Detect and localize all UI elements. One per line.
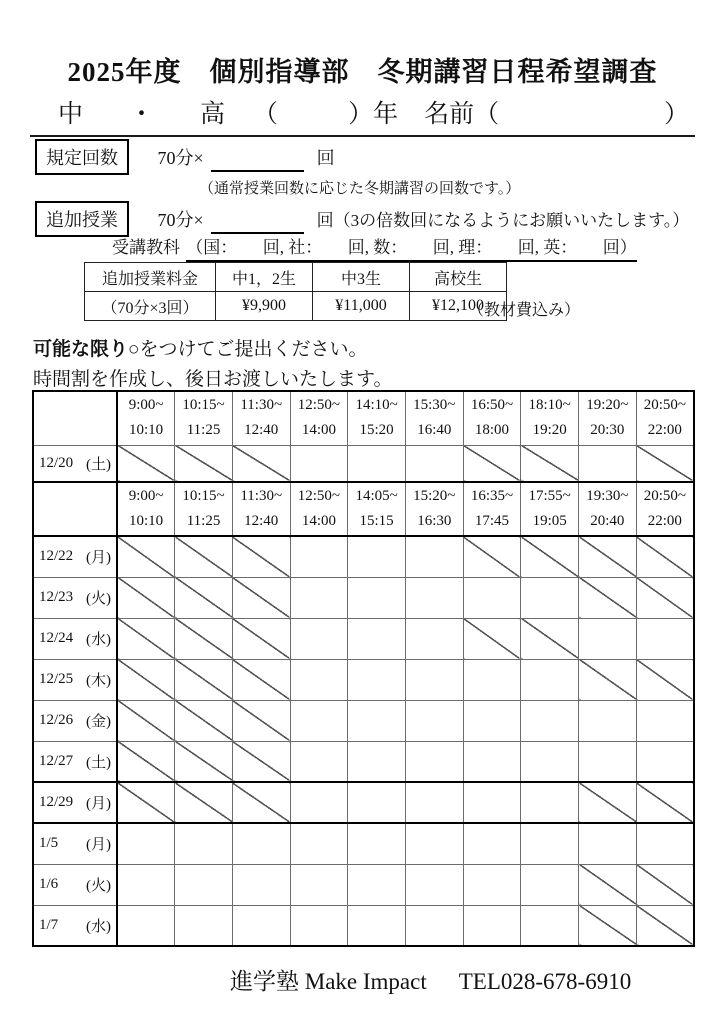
slot-cell-open[interactable] xyxy=(521,741,579,782)
slot-cell-open[interactable] xyxy=(232,864,290,905)
slot-cell-unavailable xyxy=(175,445,233,482)
slot-cell-open[interactable] xyxy=(463,782,521,823)
time-slot-header: 19:30~ 20:40 xyxy=(579,482,637,536)
slot-cell-open[interactable] xyxy=(521,905,579,946)
slot-cell-open[interactable] xyxy=(290,823,348,864)
slot-cell-open[interactable] xyxy=(521,782,579,823)
slot-cell-unavailable xyxy=(579,536,637,577)
slot-cell-open[interactable] xyxy=(405,577,463,618)
slot-cell-open[interactable] xyxy=(636,618,694,659)
slot-cell-open[interactable] xyxy=(348,700,406,741)
time-slot-header: 10:15~ 11:25 xyxy=(175,482,233,536)
slot-cell-open[interactable] xyxy=(405,536,463,577)
time-slot-header: 16:50~ 18:00 xyxy=(463,391,521,445)
time-slot-header: 10:15~ 11:25 xyxy=(175,391,233,445)
slot-cell-unavailable xyxy=(636,536,694,577)
slot-cell-unavailable xyxy=(636,864,694,905)
time-slot-header: 20:50~ 22:00 xyxy=(636,391,694,445)
time-slot-header: 11:30~ 12:40 xyxy=(232,391,290,445)
slot-cell-open[interactable] xyxy=(463,741,521,782)
slot-cell-unavailable xyxy=(636,445,694,482)
slot-cell-open[interactable] xyxy=(290,536,348,577)
slot-cell-open[interactable] xyxy=(521,864,579,905)
phone-number: TEL028-678-6910 xyxy=(458,969,632,994)
time-slot-header: 14:05~ 15:15 xyxy=(348,482,406,536)
slot-cell-unavailable xyxy=(636,577,694,618)
level-middle-label: 中 xyxy=(58,101,84,128)
slot-cell-unavailable xyxy=(579,659,637,700)
schedule-date-row xyxy=(33,577,694,618)
slot-cell-unavailable xyxy=(232,659,290,700)
slot-cell-open[interactable] xyxy=(405,782,463,823)
schedule-date-row xyxy=(33,905,694,946)
time-slot-header: 20:50~ 22:00 xyxy=(636,482,694,536)
slot-cell-unavailable xyxy=(636,782,694,823)
slot-cell-unavailable xyxy=(175,782,233,823)
slot-cell-open[interactable] xyxy=(521,577,579,618)
fee-header-cell: 追加授業料金 xyxy=(85,263,216,292)
slot-cell-open[interactable] xyxy=(579,741,637,782)
slot-cell-open[interactable] xyxy=(348,823,406,864)
slot-cell-open[interactable] xyxy=(405,905,463,946)
slot-cell-open[interactable] xyxy=(348,741,406,782)
required-count-row xyxy=(35,139,335,175)
time-slot-header: 15:30~ 16:40 xyxy=(405,391,463,445)
date-label: 12/23 (火) xyxy=(33,577,117,618)
slot-cell-unavailable xyxy=(463,445,521,482)
slot-cell-open[interactable] xyxy=(521,700,579,741)
slot-cell-open[interactable] xyxy=(579,445,637,482)
time-slot-header: 9:00~ 10:10 xyxy=(117,391,175,445)
slot-cell-unavailable xyxy=(579,782,637,823)
school-name: 進学塾 Make Impact xyxy=(230,969,427,994)
schedule-date-row xyxy=(33,864,694,905)
corner-cell xyxy=(33,391,117,445)
date-label: 1/5 (月) xyxy=(33,823,117,864)
slot-cell-open[interactable] xyxy=(405,741,463,782)
fee-basis-cell: （70分×3回） xyxy=(85,292,216,321)
date-label: 12/29 (月) xyxy=(33,782,117,823)
slot-cell-open[interactable] xyxy=(521,659,579,700)
slot-cell-open[interactable] xyxy=(232,905,290,946)
instruction-bold-part: 可能な限り xyxy=(33,339,129,360)
slot-cell-unavailable xyxy=(117,741,175,782)
slot-cell-open[interactable] xyxy=(463,823,521,864)
slot-cell-unavailable xyxy=(521,536,579,577)
fee-table xyxy=(84,262,507,321)
slot-cell-open[interactable] xyxy=(463,700,521,741)
time-slot-header: 11:30~ 12:40 xyxy=(232,482,290,536)
slot-cell-open[interactable] xyxy=(348,536,406,577)
corner-cell xyxy=(33,482,117,536)
time-header-row xyxy=(33,391,694,445)
time-slot-header: 12:50~ 14:00 xyxy=(290,391,348,445)
additional-class-label: 追加授業 xyxy=(35,201,129,237)
slot-cell-unavailable xyxy=(579,864,637,905)
slot-cell-open[interactable] xyxy=(579,823,637,864)
time-slot-header: 17:55~ 19:05 xyxy=(521,482,579,536)
slot-cell-open[interactable] xyxy=(290,577,348,618)
required-count-unit: 回 xyxy=(316,148,335,168)
slot-cell-open[interactable] xyxy=(348,445,406,482)
slot-cell-open[interactable] xyxy=(348,659,406,700)
slot-cell-open[interactable] xyxy=(463,864,521,905)
schedule-table xyxy=(32,390,695,947)
slot-cell-open[interactable] xyxy=(175,905,233,946)
time-slot-header: 19:20~ 20:30 xyxy=(579,391,637,445)
fee-value-row xyxy=(85,292,507,321)
slot-cell-open[interactable] xyxy=(290,659,348,700)
slot-cell-open[interactable] xyxy=(636,823,694,864)
date-label: 1/7 (水) xyxy=(33,905,117,946)
slot-cell-unavailable xyxy=(579,905,637,946)
year-paren-close: ）年 xyxy=(348,101,399,128)
slot-cell-open[interactable] xyxy=(463,577,521,618)
date-label: 12/22 (月) xyxy=(33,536,117,577)
required-duration-text: 70分× xyxy=(157,148,204,168)
slot-cell-open[interactable] xyxy=(117,864,175,905)
slot-cell-unavailable xyxy=(175,700,233,741)
required-count-label: 規定回数 xyxy=(35,139,129,175)
slot-cell-unavailable xyxy=(463,536,521,577)
fee-value-cell: ¥9,900 xyxy=(216,292,313,321)
slot-cell-unavailable xyxy=(232,618,290,659)
slot-cell-open[interactable] xyxy=(463,905,521,946)
instruction-rest-part: ○をつけてご提出ください。 xyxy=(128,339,368,360)
required-count-blank-field[interactable] xyxy=(211,152,304,172)
slot-cell-unavailable xyxy=(117,700,175,741)
year-paren-open: （ xyxy=(253,101,279,128)
slot-cell-open[interactable] xyxy=(348,905,406,946)
slot-cell-unavailable xyxy=(175,536,233,577)
time-slot-header: 14:10~ 15:20 xyxy=(348,391,406,445)
slot-cell-open[interactable] xyxy=(348,782,406,823)
slot-cell-open[interactable] xyxy=(117,905,175,946)
date-label: 12/20 (土) xyxy=(33,445,117,482)
slot-cell-unavailable xyxy=(232,782,290,823)
slot-cell-open[interactable] xyxy=(636,741,694,782)
level-separator-dot: ・ xyxy=(129,101,155,128)
slot-cell-open[interactable] xyxy=(405,823,463,864)
slot-cell-unavailable xyxy=(175,659,233,700)
slot-cell-unavailable xyxy=(117,577,175,618)
slot-cell-open[interactable] xyxy=(290,864,348,905)
slot-cell-unavailable xyxy=(463,618,521,659)
fee-value-cell: ¥11,000 xyxy=(313,292,410,321)
slot-cell-open[interactable] xyxy=(348,577,406,618)
slot-cell-open[interactable] xyxy=(405,700,463,741)
slot-cell-unavailable xyxy=(175,577,233,618)
slot-cell-unavailable xyxy=(636,659,694,700)
slot-cell-unavailable xyxy=(117,659,175,700)
date-label: 12/25 (木) xyxy=(33,659,117,700)
time-header-row xyxy=(33,482,694,536)
slot-cell-open[interactable] xyxy=(521,823,579,864)
fee-value-cell: ¥12,100 xyxy=(410,292,507,321)
slot-cell-open[interactable] xyxy=(405,659,463,700)
subjects-label: 受講教科 xyxy=(112,238,180,257)
slot-cell-open[interactable] xyxy=(579,618,637,659)
slot-cell-open[interactable] xyxy=(348,864,406,905)
subjects-line xyxy=(112,233,637,258)
slot-cell-open[interactable] xyxy=(290,741,348,782)
additional-duration-text: 70分× xyxy=(157,210,204,230)
slot-cell-open[interactable] xyxy=(290,905,348,946)
slot-cell-open[interactable] xyxy=(175,864,233,905)
slot-cell-unavailable xyxy=(232,700,290,741)
schedule-date-row xyxy=(33,782,694,823)
slot-cell-open[interactable] xyxy=(290,618,348,659)
footer xyxy=(230,963,631,996)
additional-count-blank-field[interactable] xyxy=(211,214,304,234)
fee-header-row xyxy=(85,263,507,292)
slot-cell-unavailable xyxy=(521,618,579,659)
slot-cell-open[interactable] xyxy=(636,700,694,741)
slot-cell-open[interactable] xyxy=(405,864,463,905)
slot-cell-unavailable xyxy=(232,741,290,782)
time-slot-header: 18:10~ 19:20 xyxy=(521,391,579,445)
name-field-label: 名前（ xyxy=(424,101,500,128)
additional-count-note: 回（3の倍数回になるようにお願いいたします。） xyxy=(316,211,690,230)
slot-cell-unavailable xyxy=(232,536,290,577)
schedule-date-row xyxy=(33,659,694,700)
schedule-date-row xyxy=(33,618,694,659)
slot-cell-unavailable xyxy=(232,445,290,482)
slot-cell-unavailable xyxy=(117,445,175,482)
slot-cell-open[interactable] xyxy=(348,618,406,659)
slot-cell-unavailable xyxy=(521,445,579,482)
slot-cell-unavailable xyxy=(232,577,290,618)
fee-header-cell: 高校生 xyxy=(410,263,507,292)
slot-cell-open[interactable] xyxy=(405,445,463,482)
schedule-date-row xyxy=(33,445,694,482)
slot-cell-open[interactable] xyxy=(232,823,290,864)
schedule-date-row xyxy=(33,741,694,782)
additional-class-row xyxy=(35,201,689,237)
date-label: 12/24 (水) xyxy=(33,618,117,659)
date-label: 12/27 (土) xyxy=(33,741,117,782)
student-info-line xyxy=(30,94,695,137)
slot-cell-unavailable xyxy=(175,618,233,659)
name-paren-close: ） xyxy=(663,101,689,128)
slot-cell-unavailable xyxy=(579,577,637,618)
subjects-fill-fields[interactable]: （国： 回, 社： 回, 数： 回, 理： 回, 英： 回） xyxy=(186,238,637,262)
schedule-date-row xyxy=(33,700,694,741)
date-label: 1/6 (火) xyxy=(33,864,117,905)
slot-cell-open[interactable] xyxy=(290,782,348,823)
slot-cell-open[interactable] xyxy=(405,618,463,659)
page-title: 2025年度 個別指導部 冬期講習日程希望調査 xyxy=(67,57,658,87)
schedule-date-row xyxy=(33,536,694,577)
slot-cell-open[interactable] xyxy=(290,445,348,482)
instruction-line-1 xyxy=(33,334,368,361)
fee-materials-note: （教材費込み） xyxy=(468,302,581,319)
time-slot-header: 9:00~ 10:10 xyxy=(117,482,175,536)
slot-cell-unavailable xyxy=(117,618,175,659)
slot-cell-open[interactable] xyxy=(117,823,175,864)
slot-cell-open[interactable] xyxy=(463,659,521,700)
slot-cell-open[interactable] xyxy=(175,823,233,864)
slot-cell-unavailable xyxy=(175,741,233,782)
level-high-label: 高 xyxy=(200,101,226,128)
slot-cell-open[interactable] xyxy=(579,700,637,741)
date-label: 12/26 (金) xyxy=(33,700,117,741)
fee-header-cell: 中1，2生 xyxy=(216,263,313,292)
slot-cell-unavailable xyxy=(636,905,694,946)
time-slot-header: 15:20~ 16:30 xyxy=(405,482,463,536)
slot-cell-unavailable xyxy=(117,536,175,577)
time-slot-header: 12:50~ 14:00 xyxy=(290,482,348,536)
fee-header-cell: 中3生 xyxy=(313,263,410,292)
required-count-note: （通常授業回数に応じた冬期講習の回数です。） xyxy=(199,181,521,197)
time-slot-header: 16:35~ 17:45 xyxy=(463,482,521,536)
instruction-line-2: 時間割を作成し、後日お渡しいたします。 xyxy=(33,369,393,390)
slot-cell-unavailable xyxy=(117,782,175,823)
schedule-date-row xyxy=(33,823,694,864)
slot-cell-open[interactable] xyxy=(290,700,348,741)
